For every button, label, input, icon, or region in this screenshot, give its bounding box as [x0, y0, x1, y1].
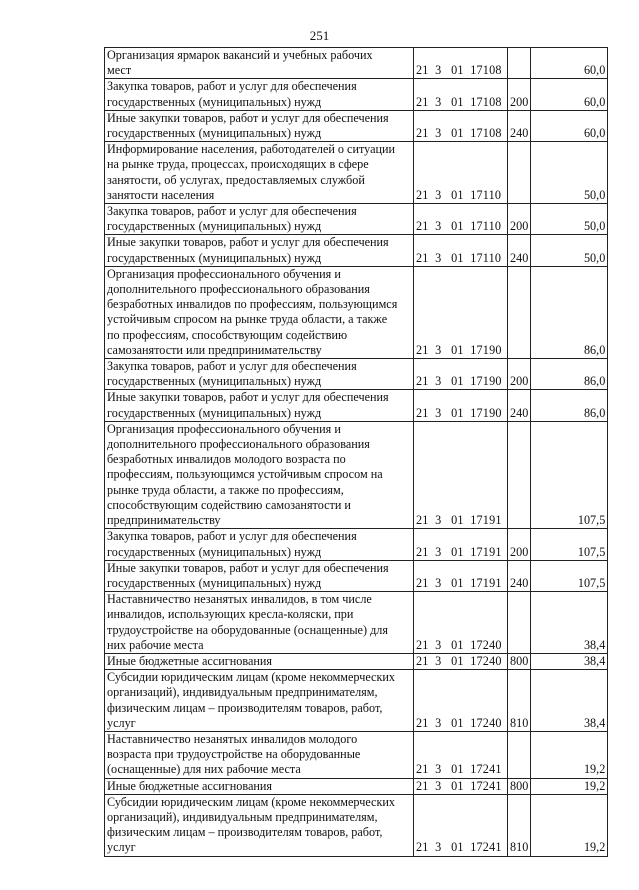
- target-article-code-cell: 21 3 01 17190: [414, 266, 508, 358]
- target-article-code-cell: 21 3 01 17190: [414, 359, 508, 390]
- row-name-cell: Организация профессионального обучения и дополнительного профессионального образования безработных инвалидов по профессиям, пользующимся устойчивым спросом на рынке труда области, а также по профессиям, способствующим содействию самозанятости или предпринимательству: [105, 266, 414, 358]
- target-article-code-cell: 21 3 01 17110: [414, 142, 508, 204]
- amount-cell: 86,0: [531, 266, 608, 358]
- target-article-code-cell: 21 3 01 17110: [414, 235, 508, 266]
- budget-table-body: [105, 48, 608, 857]
- table-row: [105, 560, 608, 591]
- budget-table: [104, 47, 608, 857]
- amount-cell: 38,4: [531, 653, 608, 669]
- table-row: [105, 653, 608, 669]
- table-row: [105, 142, 608, 204]
- amount-cell: 60,0: [531, 110, 608, 141]
- table-row: [105, 235, 608, 266]
- amount-cell: 50,0: [531, 142, 608, 204]
- page-number: 251: [309, 28, 330, 43]
- amount-cell: 60,0: [531, 48, 608, 79]
- target-article-code-cell: 21 3 01 17191: [414, 529, 508, 560]
- target-article-code-cell: 21 3 01 17240: [414, 670, 508, 732]
- row-name-cell: Иные бюджетные ассигнования: [105, 778, 414, 794]
- row-name-cell: Иные бюджетные ассигнования: [105, 653, 414, 669]
- table-row: [105, 110, 608, 141]
- target-article-code-cell: 21 3 01 17241: [414, 731, 508, 778]
- expense-type-code-cell: [508, 421, 531, 528]
- table-row: [105, 359, 608, 390]
- amount-cell: 50,0: [531, 235, 608, 266]
- row-name-cell: Организация профессионального обучения и дополнительного профессионального образования безработных инвалидов молодого возраста по профессиям, пользующимся устойчивым спросом на рынке труда области, а также по профессиям, способствующим содействию самозанятости и предпринимательству: [105, 421, 414, 528]
- expense-type-code-cell: 240: [508, 235, 531, 266]
- target-article-code-cell: 21 3 01 17191: [414, 421, 508, 528]
- row-name-cell: Иные закупки товаров, работ и услуг для обеспечения государственных (муниципальных) нужд: [105, 235, 414, 266]
- amount-cell: 50,0: [531, 204, 608, 235]
- expense-type-code-cell: 200: [508, 79, 531, 110]
- target-article-code-cell: 21 3 01 17108: [414, 110, 508, 141]
- expense-type-code-cell: 240: [508, 560, 531, 591]
- expense-type-code-cell: [508, 142, 531, 204]
- amount-cell: 38,4: [531, 592, 608, 654]
- target-article-code-cell: 21 3 01 17240: [414, 592, 508, 654]
- amount-cell: 19,2: [531, 778, 608, 794]
- expense-type-code-cell: 800: [508, 653, 531, 669]
- expense-type-code-cell: 200: [508, 529, 531, 560]
- amount-cell: 107,5: [531, 560, 608, 591]
- row-name-cell: Информирование населения, работодателей о ситуации на рынке труда, процессах, происходящих в сфере занятости, об услугах, предоставляемых службой занятости населения: [105, 142, 414, 204]
- table-row: [105, 670, 608, 732]
- amount-cell: 86,0: [531, 359, 608, 390]
- expense-type-code-cell: 810: [508, 670, 531, 732]
- amount-cell: 38,4: [531, 670, 608, 732]
- row-name-cell: Иные закупки товаров, работ и услуг для обеспечения государственных (муниципальных) нужд: [105, 560, 414, 591]
- table-row: [105, 592, 608, 654]
- row-name-cell: Субсидии юридическим лицам (кроме некоммерческих организаций), индивидуальным предпринимателям, физическим лицам – производителям товаров, работ, услуг: [105, 670, 414, 732]
- target-article-code-cell: 21 3 01 17241: [414, 778, 508, 794]
- row-name-cell: Закупка товаров, работ и услуг для обеспечения государственных (муниципальных) нужд: [105, 204, 414, 235]
- amount-cell: 60,0: [531, 79, 608, 110]
- expense-type-code-cell: [508, 48, 531, 79]
- amount-cell: 19,2: [531, 731, 608, 778]
- table-row: [105, 266, 608, 358]
- expense-type-code-cell: [508, 731, 531, 778]
- row-name-cell: Организация ярмарок вакансий и учебных рабочих мест: [105, 48, 414, 79]
- row-name-cell: Иные закупки товаров, работ и услуг для обеспечения государственных (муниципальных) нужд: [105, 110, 414, 141]
- amount-cell: 19,2: [531, 794, 608, 856]
- target-article-code-cell: 21 3 01 17241: [414, 794, 508, 856]
- amount-cell: 107,5: [531, 529, 608, 560]
- expense-type-code-cell: [508, 592, 531, 654]
- expense-type-code-cell: 240: [508, 110, 531, 141]
- amount-cell: 86,0: [531, 390, 608, 421]
- row-name-cell: Наставничество незанятых инвалидов молодого возраста при трудоустройстве на оборудованные (оснащенные) для них рабочие места: [105, 731, 414, 778]
- expense-type-code-cell: 200: [508, 204, 531, 235]
- row-name-cell: Закупка товаров, работ и услуг для обеспечения государственных (муниципальных) нужд: [105, 79, 414, 110]
- row-name-cell: Закупка товаров, работ и услуг для обеспечения государственных (муниципальных) нужд: [105, 529, 414, 560]
- target-article-code-cell: 21 3 01 17108: [414, 79, 508, 110]
- target-article-code-cell: 21 3 01 17190: [414, 390, 508, 421]
- target-article-code-cell: 21 3 01 17108: [414, 48, 508, 79]
- target-article-code-cell: 21 3 01 17240: [414, 653, 508, 669]
- expense-type-code-cell: 810: [508, 794, 531, 856]
- row-name-cell: Иные закупки товаров, работ и услуг для обеспечения государственных (муниципальных) нужд: [105, 390, 414, 421]
- row-name-cell: Субсидии юридическим лицам (кроме некоммерческих организаций), индивидуальным предпринимателям, физическим лицам – производителям товаров, работ, услуг: [105, 794, 414, 856]
- table-row: [105, 731, 608, 778]
- table-row: [105, 529, 608, 560]
- table-row: [105, 79, 608, 110]
- table-row: [105, 778, 608, 794]
- target-article-code-cell: 21 3 01 17110: [414, 204, 508, 235]
- table-row: [105, 421, 608, 528]
- row-name-cell: Закупка товаров, работ и услуг для обеспечения государственных (муниципальных) нужд: [105, 359, 414, 390]
- target-article-code-cell: 21 3 01 17191: [414, 560, 508, 591]
- row-name-cell: Наставничество незанятых инвалидов, в том числе инвалидов, использующих кресла-коляски, при трудоустройстве на оборудованные (оснащенные) для них рабочие места: [105, 592, 414, 654]
- expense-type-code-cell: 800: [508, 778, 531, 794]
- expense-type-code-cell: 200: [508, 359, 531, 390]
- expense-type-code-cell: 240: [508, 390, 531, 421]
- table-row: [105, 204, 608, 235]
- table-row: [105, 794, 608, 856]
- table-row: [105, 48, 608, 79]
- expense-type-code-cell: [508, 266, 531, 358]
- amount-cell: 107,5: [531, 421, 608, 528]
- table-row: [105, 390, 608, 421]
